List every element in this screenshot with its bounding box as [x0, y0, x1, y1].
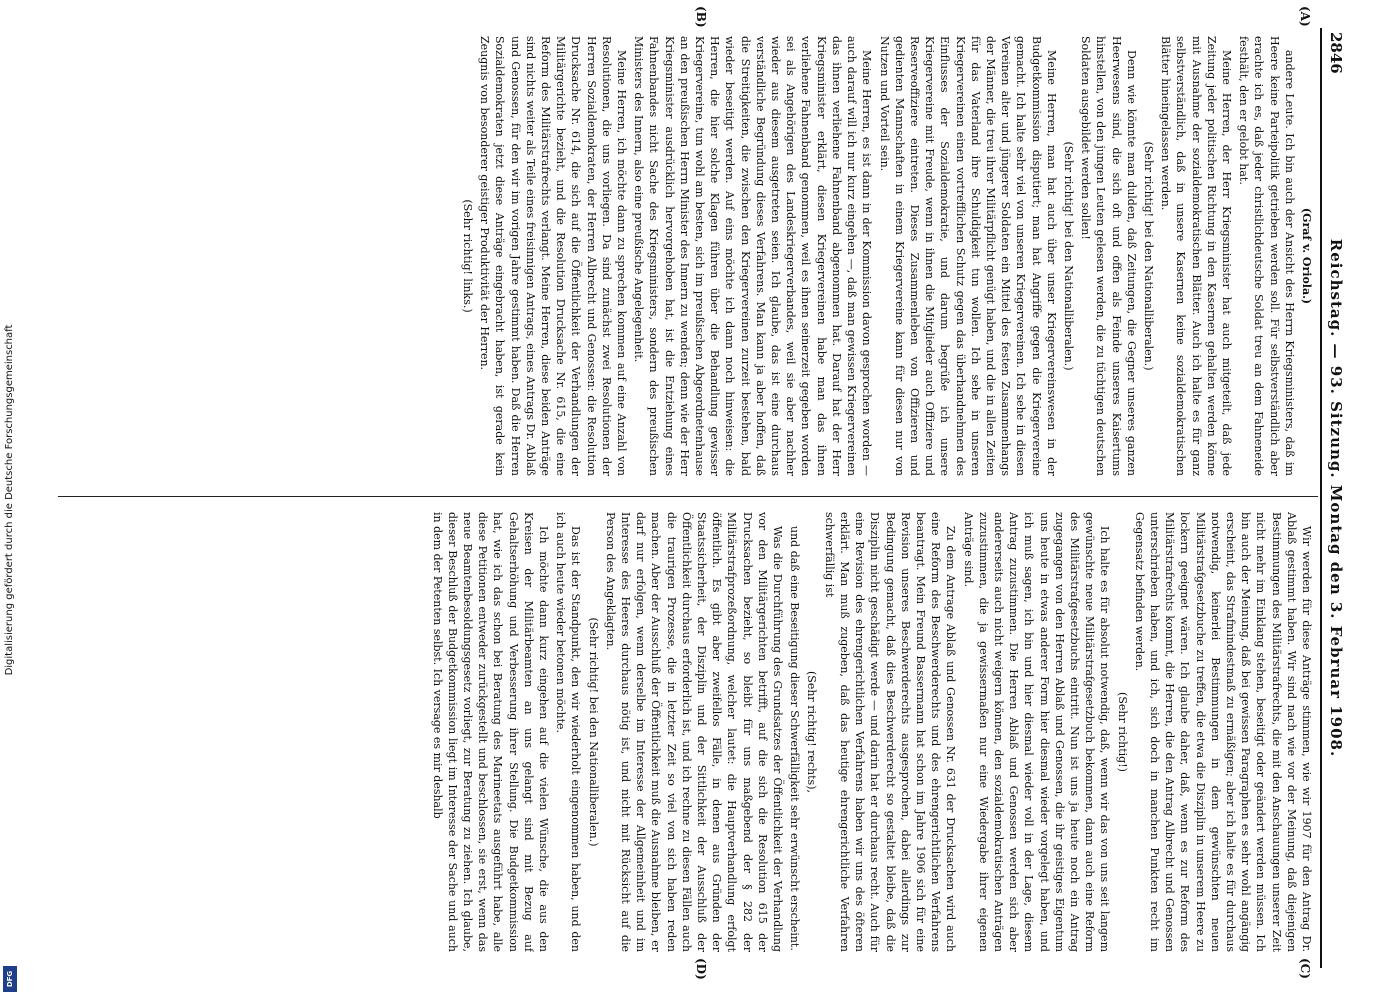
paragraph: andere Leute. Ich bin auch der Ansicht des Herrn Kriegsministers, daß im Heere keine Parteipolitik getrieben werden soll. Für selbstverständlich aber erachte ich es, daß jeder christlichdeutsche Soldat treu an dem Fahneneide festhält, den er gelobt hat. — [1237, 36, 1296, 476]
paragraph: Denn wie könnte man dulden, daß Zeitungen, die Gegner unseres ganzen Heerwesens sind, die sich oft und offen als Feinde unseres Kaisertums hinstellen, von den jungen Leuten gelesen werden, die zu tüchtigen deutschen Soldaten ausgebildet werden sollen! — [1079, 36, 1138, 476]
paragraph: Meine Herren, ich möchte dann zu sprechen kommen auf eine Anzahl von Resolutionen, die uns vorliegen. Da sind zunächst zwei Resolutionen der Herren Sozialdemokraten, der Herren Albrecht und Genossen: die Resolution Drucksache Nr. 614, die sich auf die Öffentlichkeit der Verhandlungen der Militärgerichte bezieht, und die Resolution Drucksache Nr. 615, die eine Reform des Militärstrafrechts verlangt. Meine Herren, diese beiden Anträge sind nichts weiter als Teile eines freisinnigen Antrags, eines Antrags Dr. Ablaß und Genossen, für den wir im vorigen Jahre gestimmt haben. Daß die Herren Sozialdemokraten jetzt diese Anträge eingebracht haben, ist gerade kein Zeugnis von besonderer geistiger Produktivität der Herren. — [478, 36, 629, 476]
paragraph: Zu dem Antrage Ablaß und Genossen Nr. 631 der Drucksachen wird auch eine Reform des Beschwerderechts und des ehrengerichtlichen Verfahrens beantragt. Mein Freund Bassermann hat schon im Jahre 1906 sich für eine Revision unseres Beschwerderechts ausgesprochen, dabei allerdings zur Bedingung gemacht, daß dies Beschwerderecht so gestaltet bleibe, daß die Disziplin nicht geschädigt werde — und darin hat er durchaus recht. Auch für eine Revision des ehrengerichtlichen Verfahrens haben wir uns des öfteren erklärt. Man muß zugeben, daß das heutige ehrengerichtliche Verfahren schwerfällig ist — [822, 512, 958, 952]
paragraph: Meine Herren, der Herr Kriegsminister hat auch mitgeteilt, daß jede Zeitung jeder politischen Richtung in den Kasernen gehalten werden könne mit Ausnahme der sozialdemokratischen Blätter. Auch ich halte es für ganz selbstverständlich, daß in unsere Kasernen keine sozialdemokratischen Blätter hineingelassen werden. — [1159, 36, 1233, 476]
paragraph: Ich halte es für absolut notwendig, daß, wenn wir das von uns seit langem gewünschte neue Militärstrafgesetzbuch bekommen, dann auch eine Reform des Militärstrafgesetzbuchs eintritt. Nun ist uns ja heute noch ein Antrag zugegangen von den Herren Ablaß und Genossen, die ihr geistiges Eigentum uns heute in etwas anderer Form hier diesmal wieder vorgelegt haben, und ich muß sagen, ich bin und hier diesmal wieder voll in der Lage, diesem Antrag zuzustimmen. Die Herren Ablaß und Genossen werden sich aber andererseits auch nicht weigern können, den sozialdemokratischen Anträgen zuzustimmen, die ja gewissermaßen nur eine Wiedergabe ihrer eigenen Anträge sind. — [961, 512, 1112, 952]
paragraph: Wir werden für diese Anträge stimmen, wie wir 1907 für den Antrag Dr. Ablaß gestimmt haben. Wir sind nach wie vor der Meinung, daß diejenigen Bestimmungen des Militärstrafrechts, die mit den Anschauungen unserer Zeit nicht mehr im Einklang stehen, beseitigt oder geändert werden müssen. Ich bin auch der Meinung, daß bei gewissen Paragraphen es sehr wohl angängig erscheint, das Strafmindestmaß zu ermäßigen; aber ich halte es für durchaus notwendig, keinerlei Bestimmungen in dem gewünschten neuen Militärstrafgesetzbuche zu treffen, die etwa die Disziplin in unserem Heere zu lockern geeignet wären. Ich glaube daher, daß, wenn es zur Reform des Militärstrafrechts kommt, die Herren, die den Antrag Albrecht und Genossen unterschrieben haben, und ich, sich doch in manchen Punkten recht im Gegensatz befinden werden. — [1132, 512, 1313, 952]
right-column — [64, 512, 1314, 952]
margin-letter-b: (B) — [694, 6, 708, 28]
margin-letter-c: (C) — [1298, 958, 1312, 979]
interjection: (Sehr richtig! bei den Nationalliberalen.) — [1141, 141, 1155, 371]
paragraph: Was die Durchführung des Grundsatzes der Öffentlichkeit der Verhandlung vor den Militärgerichten betrifft, auf die sich die Resolution 615 der Drucksachen bezieht, so bleibt für uns maßgebend der § 282 der Militärstrafprozeßordnung, welcher lautet: die Hauptverhandlung erfolgt öffentlich. Es gibt aber zweifellos Fälle, in denen aus Gründen der Staatssicherheit, der Disziplin und der Sittlichkeit der Ausschluß der Öffentlichkeit durchaus erforderlich ist, und ich rechne zu diesen Fällen auch die traurigen Prozesse, die in letzter Zeit so viel von sich haben reden machen. Aber der Ausschluß der Öffentlichkeit muß die Ausnahme bleiben, er darf nur erfolgen, wenn derselbe im Interesse der Allgemeinheit und im Interesse des Heeres durchaus nötig ist, und nicht mit Rücksicht auf die Person des Angeklagten. — [603, 512, 785, 952]
running-title: Reichstag. — 93. Sitzung. Montag den 3. Februar 1908. — [1327, 238, 1345, 758]
column-divider — [58, 496, 1318, 497]
dfg-logo-text: DFG — [6, 970, 14, 988]
attribution-text: Digitalisierung gefördert durch die Deutsche Forschungsgemeinschaft — [4, 324, 15, 676]
dfg-logo — [3, 966, 17, 992]
interjection: (Sehr richtig!) — [1115, 692, 1129, 772]
left-column — [64, 36, 1314, 476]
page-number: 2846 — [1327, 32, 1345, 74]
margin-letter-d: (D) — [694, 958, 708, 980]
paragraph: Meine Herren, es ist dann in der Kommission davon gesprochen worden — auch darauf will ich nur kurz eingehen —, daß man gewissen Kriegervereinen das ihnen verliehene Fahnenband abgenommen hat. Darauf hat der Herr Kriegsminister erklärt, diesen Kriegervereinen habe man das ihnen verliehene Fahnenband genommen, weil es ihnen seinerzeit gegeben worden sei als Angehörigen des Landeskriegerverbandes, weil sie aber nachher wieder aus diesem ausgetreten seien. Ich glaube, das ist eine durchaus verständliche Begründung dieses Verfahrens. Man kann ja aber hoffen, daß die Streitigkeiten, die zwischen den Kriegervereinen zurzeit bestehen, bald wieder beseitigt werden. Auf eins möchte ich dann noch hinweisen: die Herren, die hier solche Klagen führen über die Behandlung gewisser Kriegervereine, tun wohl am besten, sich im preußischen Abgeordnetenhause an den preußischen Herrn Minister des Innern zu wenden; denn wie der Herr Kriegsminister ausdrücklich hervorgehoben hat, ist die Entziehung eines Fahnenbandes nicht Sache des Kriegsministers, sondern des preußischen Ministers des Innern, also eine preußische Angelegenheit. — [632, 36, 874, 476]
page-content — [38, 6, 1348, 980]
interjection: (Sehr richtig! links.) — [461, 199, 475, 313]
paragraph: und daß eine Beseitigung dieser Schwerfälligkeit sehr erwünscht erscheint. — [788, 526, 802, 951]
paragraph: Das ist der Standpunkt, den wir wiederholt eingenommen haben, und den ich auch heute wieder betonen möchte. — [554, 512, 583, 952]
speaker-label: (Graf v. Oriola.) — [1300, 207, 1313, 305]
page-header — [1320, 28, 1348, 968]
paragraph: Meine Herren, man hat auch über unser Kriegervereinswesen in der Budgetkommission disputiert; man hat Angriffe gegen die Kriegervereine gemacht. Ich halte sehr viel von unseren Kriegervereinen. Ich sehe in diesen Vereinen alter und jüngerer Soldaten ein Mittel des festen Zusammenhangs der Männer, die treu ihrer Militärpflicht genügt haben, und die in allen Zeiten für das Vaterland ihre Schuldigkeit tun wollen. Ich sehe in unseren Kriegervereinen einen vortrefflichen Schutz gegen das überhandnehmen des Einflusses der Sozialdemokratie, und darum begrüße ich unsere Kriegervereine mit Freude, wenn in ihnen die Mitglieder auch Offiziere und Reserveoffiziere eintreten. Dieses Zusammenleben von Offizieren und gedienten Mannschaften in einem Kriegervereine kann für diesen nur von Nutzen und Vorteil sein. — [877, 36, 1058, 476]
scanned-page — [38, 6, 1348, 980]
attribution-strip — [0, 0, 20, 1000]
interjection: (Sehr richtig! bei den Nationalliberalen.) — [586, 617, 600, 847]
interjection: (Sehr richtig! rechts), — [805, 671, 819, 793]
paragraph: Ich möchte dann kurz eingehen auf die vielen Wünsche, die aus den Kreisen der Militärbeamten an uns gelangt sind mit Bezug auf Gehaltserhöhung und Verbesserung ihrer Stellung. Die Budgetkommission hat, wie ich das schon bei Beratung des Marineetats ausgeführt habe, alle diese Petitionen entweder zurückgestellt und beschlossen, sie erst, wenn das neue Beamtenbesoldungsgesetz vorliegt, zur Beratung zu ziehen. Ich glaube, dieser Beschluß der Budgetkommission liegt im Interesse der Sache und auch in dem der Petenten selbst. Ich versage es mir deshalb — [430, 512, 551, 952]
margin-letter-a: (A) — [1298, 6, 1312, 27]
interjection: (Sehr richtig! bei den Nationalliberalen.) — [1061, 141, 1075, 371]
